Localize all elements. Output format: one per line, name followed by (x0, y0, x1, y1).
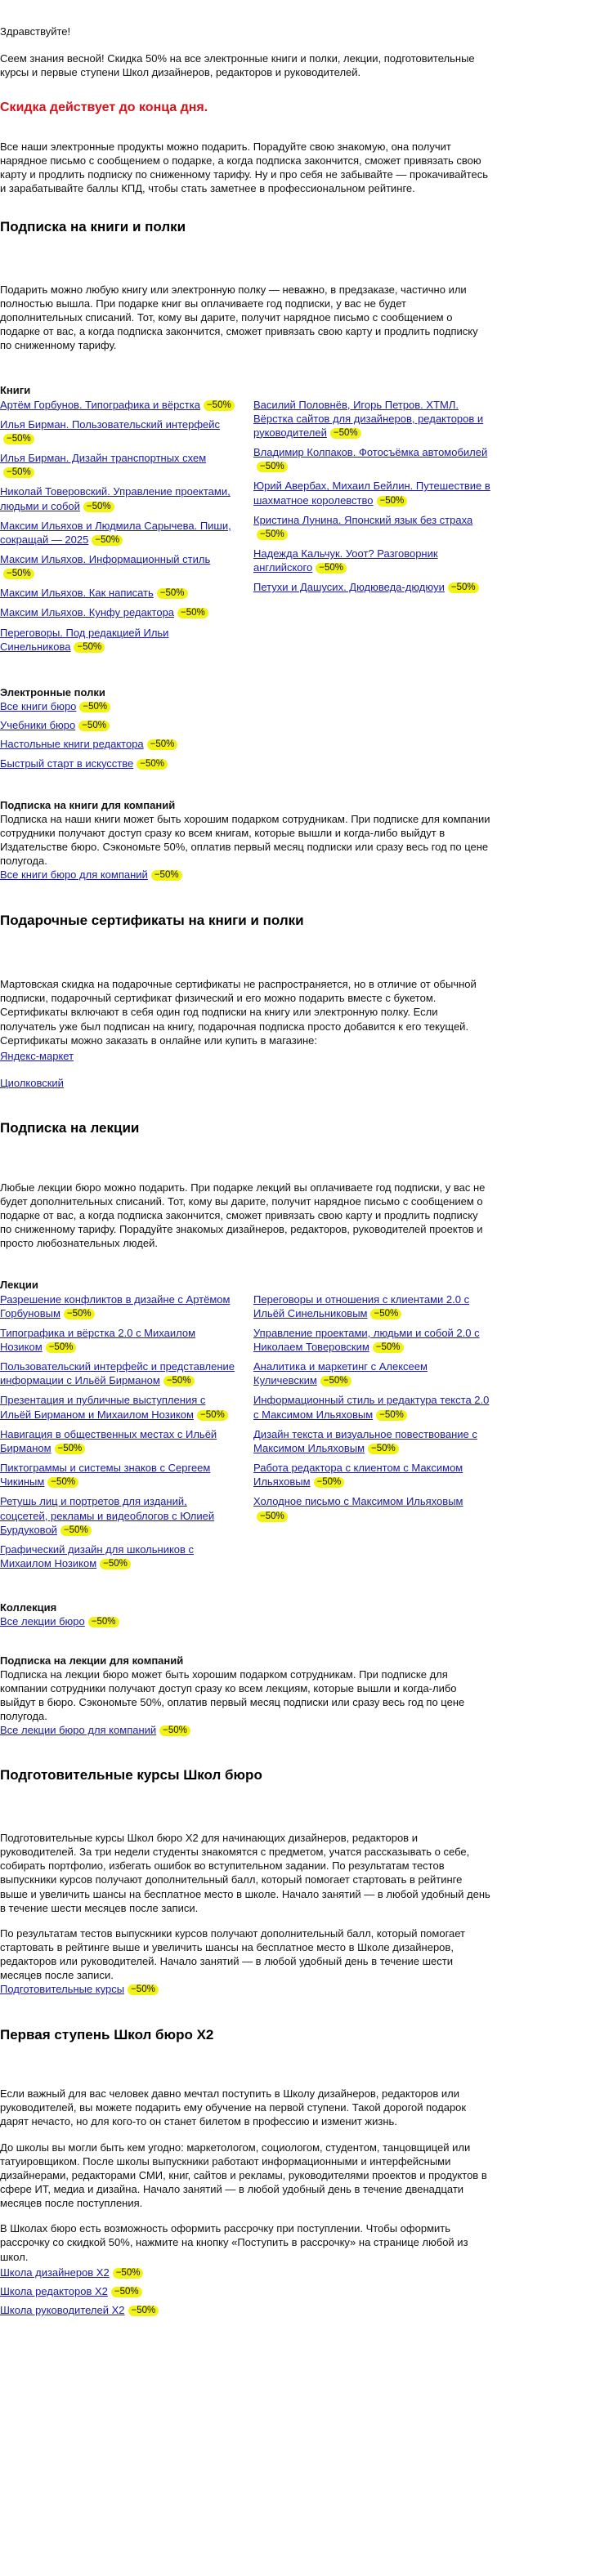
books-list-left (0, 398, 253, 659)
certificates-text: Мартовская скидка на подарочные сертификаты не распространяется, но в отличие от обычной подписки, подарочный сертификат физический и его можно подарить вместе с букетом. Сертификаты включают в себя один год подписки на книгу или электронную полку. Если получатель уже был подписан на книгу, подарочная подписка просто добавится к его текущей. Сертификаты можно заказать в онлайне или купить в магазине: (0, 978, 477, 1047)
book-item (253, 580, 490, 594)
book-item (0, 417, 237, 445)
discount-badge: −50% (3, 434, 34, 444)
discount-badge: −50% (128, 1984, 159, 1995)
schools-list (0, 2266, 490, 2317)
school-item (0, 2266, 490, 2279)
lecture-item (253, 1393, 490, 1421)
book-link[interactable]: Петухи и Дашусих. Дюдюведа-дюдюуи (253, 581, 445, 594)
discount-badge: −50% (257, 1511, 288, 1522)
discount-badge: −50% (46, 1342, 77, 1353)
shelf-item (0, 737, 490, 751)
discount-badge: −50% (147, 739, 178, 750)
book-item (253, 479, 490, 507)
discount-badge: −50% (3, 467, 34, 478)
lecture-link[interactable]: Навигация в общественных местах с Ильёй Бирманом (0, 1427, 217, 1454)
discount-badge: −50% (100, 1559, 131, 1569)
books-list-right (253, 398, 507, 659)
prep-title: Подготовительные курсы Школ бюро (0, 1767, 262, 1784)
discount-badge: −50% (197, 1410, 228, 1421)
book-item (0, 519, 237, 547)
book-link[interactable]: Артём Горбунов. Типографика и вёрстка (0, 398, 200, 411)
greeting: Здравствуйте! (0, 25, 71, 38)
discount-badge: −50% (159, 1726, 190, 1736)
discount-badge: −50% (373, 1342, 404, 1353)
school-item (0, 2284, 490, 2298)
book-link[interactable]: Василий Половнёв, Игорь Петров. ХТМЛ. Вёрстка сайтов для дизайнеров, редакторов и руководителей (253, 398, 484, 439)
shop-item (0, 1049, 490, 1063)
lectures-title: Подписка на лекции (0, 1120, 140, 1136)
books-list-title: Книги (0, 384, 31, 397)
lecture-link[interactable]: Пользовательский интерфейс и представление информации с Ильёй Бирманом (0, 1360, 235, 1387)
discount-badge: −50% (74, 642, 105, 653)
discount-badge: −50% (128, 2306, 159, 2316)
lectures-list-left (0, 1292, 253, 1577)
lecture-link[interactable]: Графический дизайн для школьников с Михаилом Нозиком (0, 1542, 195, 1570)
book-item (253, 547, 490, 574)
shop-item (0, 1076, 490, 1090)
book-link[interactable]: Максим Ильяхов. Как написать (0, 587, 154, 600)
discount-badge: −50% (137, 759, 168, 770)
shop-link[interactable]: Циолковский (0, 1077, 64, 1090)
books-title: Подписка на книги и полки (0, 219, 186, 235)
first-step-text-2: До школы вы могли быть кем угодно: маркетологом, социологом, студентом, танцовщицей или татуировщиком. После школы выпускники работают информационными и интерфейсными дизайнерами, редакторами СМИ, книг, сайтов и рекламы, руководителями проектов и продуктов в сфере ИТ, медиа и дизайна. Начало занятий — в любой удобный день в течение двенадцати месяцев после поступления. (0, 2141, 487, 2210)
first-step-title: Первая ступень Школ бюро Х2 (0, 2026, 214, 2042)
lecture-link[interactable]: Аналитика и маркетинг с Алексеем Куличевским (253, 1360, 428, 1387)
shelf-link[interactable]: Настольные книги редактора (0, 738, 144, 751)
lecture-item (0, 1494, 237, 1536)
discount-badge: −50% (257, 529, 288, 540)
prep-link[interactable]: Подготовительные курсы (0, 1983, 125, 1996)
school-link[interactable]: Школа руководителей Х2 (0, 2304, 125, 2317)
discount-alert: Скидка действует до конца дня. (0, 100, 208, 115)
lecture-item (0, 1359, 237, 1387)
intro-gift-text: Все наши электронные продукты можно подарить. Порадуйте свою знакомую, она получит нарядное письмо с сообщением о подарке, а когда подписка закончится, сможет привязать свою карту и продлить подписку по сниженному тарифу. Ну и про себя не забывайте — прокачивайтесь и зарабатывайте баллы КПД, чтобы стать заметнее в профессиональном рейтинге. (0, 140, 488, 195)
book-item (0, 552, 237, 580)
school-link[interactable]: Школа редакторов Х2 (0, 2284, 108, 2297)
lecture-item (0, 1393, 237, 1421)
prep-text-1: Подготовительные курсы Школ бюро Х2 для начинающих дизайнеров, редакторов и руководителей. За три недели студенты знакомятся с предметом, учатся рассказывать о себе, собирать портфолио, избегать ошибок во вступительном задании. По результатам тестов выпускники курсов получают дополнительный балл, который помогает стартовать в рейтинге выше и увеличить шансы на бесплатное место в школе. Начало занятий — в любой удобный день в течение шести месяцев после записи. (0, 1831, 490, 1914)
collection-item (0, 1614, 490, 1628)
discount-badge: −50% (368, 1444, 399, 1454)
lecture-item (253, 1292, 490, 1320)
book-item (0, 484, 237, 512)
first-step-text-3: В Школах бюро есть возможность оформить рассрочку при поступлении. Чтобы оформить рассрочку со скидкой 50%, нажмите на кнопку «Поступить в рассрочку» на странице любой из школ. (0, 2222, 468, 2263)
discount-badge: −50% (151, 870, 182, 881)
lectures-section (0, 1119, 490, 1737)
lecture-link[interactable]: Управление проектами, людьми и собой 2.0 с Николаем Товеровским (253, 1326, 480, 1354)
discount-badge: −50% (448, 583, 479, 593)
collection-title: Коллекция (0, 1601, 57, 1614)
lecture-link[interactable]: Пиктограммы и системы знаков с Сергеем Чикиным (0, 1462, 211, 1489)
shops-list (0, 1049, 490, 1090)
discount-badge: −50% (314, 1477, 345, 1488)
lectures-company-text: Подписка на лекции бюро может быть хорошим подарком сотрудникам. При подписке для компании сотрудники получают доступ сразу ко всем лекциям, которые вышли и когда-либо выйдут в бюро. Сэкономьте 50%, оплатив первый месяц подписки или сразу весь год по цене полугода. (0, 1667, 465, 1723)
discount-badge: −50% (376, 1410, 407, 1421)
discount-badge: −50% (78, 721, 110, 731)
newsletter-body (0, 25, 490, 2317)
intro-text: Сеем знания весной! Скидка 50% на все электронные книги и полки, лекции, подготовительные курсы и первые ступени Школ дизайнеров, редакторов и руководителей. (0, 52, 475, 79)
lectures-text: Любые лекции бюро можно подарить. При подарке лекций вы оплачиваете год подписки, у вас не будет дополнительных списаний. Тот, кому вы дарите, получит нарядное письмо с сообщением о подарке от вас, а когда подписка закончится, сможет привязать свою карту и продлить подписку по сниженному тарифу. Порадуйте знакомых дизайнеров, редакторов, руководителей проектов и просто любознательных людей. (0, 1181, 486, 1250)
discount-badge: −50% (177, 608, 208, 618)
lectures-company-item (0, 1723, 490, 1737)
book-link[interactable]: Максим Ильяхов. Кунфу редактора (0, 606, 175, 619)
shelf-link[interactable]: Учебники бюро (0, 719, 76, 732)
book-item (0, 605, 237, 619)
discount-badge: −50% (204, 400, 235, 411)
book-link[interactable]: Кристина Лунина. Японский язык без страха (253, 513, 473, 526)
book-link[interactable]: Илья Бирман. Пользовательский интерфейс (0, 417, 221, 431)
book-link[interactable]: Владимир Колпаков. Фотосъёмка автомобилей (253, 446, 488, 459)
shop-link[interactable]: Яндекс-маркет (0, 1049, 74, 1062)
prep-item (0, 1982, 490, 1996)
book-link[interactable]: Юрий Авербах, Михаил Бейлин. Путешествие в шахматное королевство (253, 480, 490, 507)
school-link[interactable]: Школа дизайнеров Х2 (0, 2266, 110, 2279)
lecture-item (253, 1427, 490, 1455)
books-section (0, 218, 490, 882)
book-item (253, 513, 490, 541)
books-company-text: Подписка на наши книги может быть хорошим подарком сотрудникам. При подписке для компании сотрудники получают доступ сразу ко всем книгам, которые вышли и когда-либо выйдут в Издательстве бюро. Сэкономьте 50%, оплатив первый месяц подписки или сразу весь год по цене полугода. (0, 812, 490, 868)
books-company-link[interactable]: Все книги бюро для компаний (0, 868, 148, 882)
discount-badge: −50% (370, 1309, 401, 1319)
discount-badge: −50% (55, 1444, 86, 1454)
lectures-company-link[interactable]: Все лекции бюро для компаний (0, 1724, 157, 1737)
prep-section (0, 1766, 490, 1996)
prep-text-2: По результатам тестов выпускники курсов получают дополнительный балл, который помогает стартовать в рейтинге выше и увеличить шансы на бесплатное место в Школе дизайнеров, редакторов или руководителей. Начало занятий — в любой удобный день в течение шести месяцев после записи. (0, 1926, 466, 1982)
book-item (0, 626, 237, 654)
lectures-list (0, 1292, 507, 1577)
discount-badge: −50% (3, 569, 34, 579)
book-link[interactable]: Максим Ильяхов и Людмила Сарычева. Пиши, сокращай — 2025 (0, 519, 231, 546)
first-step-text-1: Если важный для вас человек давно мечтал поступить в Школу дизайнеров, редакторов или руководителей, вы можете подарить ему обучение на первой ступени. Такой дорогой подарок дарят нечасто, но для кого-то он станет билетом в профессию и изменит жизнь. (0, 2087, 467, 2128)
discount-badge: −50% (83, 502, 114, 512)
discount-badge: −50% (113, 2268, 144, 2279)
shelf-item (0, 718, 490, 732)
lecture-item (253, 1494, 490, 1522)
lecture-item (0, 1292, 237, 1320)
discount-badge: −50% (88, 1617, 119, 1627)
books-list (0, 398, 507, 659)
shelf-link[interactable]: Быстрый старт в искусстве (0, 757, 134, 770)
shelf-link[interactable]: Все книги бюро (0, 700, 77, 713)
books-company-title: Подписка на книги для компаний (0, 798, 176, 811)
lecture-item (0, 1427, 237, 1455)
books-text: Подарить можно любую книгу или электронную полку — неважно, в предзаказе, частично или полностью вышла. При подарке книг вы оплачиваете год подписки, у вас не будет дополнительных списаний. Тот, кому вы дарите, получит нарядное письмо с сообщением о подарке от вас, а когда подписка закончится, сможет привязать свою карту и продлить подписку по сниженному тарифу. (0, 283, 478, 352)
lectures-company-title: Подписка на лекции для компаний (0, 1654, 184, 1667)
lecture-item (253, 1359, 490, 1387)
lecture-item (0, 1461, 237, 1489)
lecture-link[interactable]: Типографика и вёрстка 2.0 с Михаилом Нозиком (0, 1326, 196, 1354)
lecture-link[interactable]: Работа редактора с клиентом с Максимом Ильяховым (253, 1462, 463, 1489)
book-item (253, 398, 490, 440)
shelf-item (0, 757, 490, 770)
books-company-item (0, 868, 490, 882)
discount-badge: −50% (163, 1376, 195, 1386)
lecture-item (253, 1326, 490, 1354)
shelves-title: Электронные полки (0, 685, 105, 699)
lecture-item (0, 1326, 237, 1354)
discount-badge: −50% (79, 702, 110, 712)
book-link[interactable]: Николай Товеровский. Управление проектами, людьми и собой (0, 485, 231, 512)
lecture-item (0, 1542, 237, 1570)
discount-badge: −50% (157, 588, 188, 599)
discount-badge: −50% (92, 535, 123, 546)
lecture-item (253, 1461, 490, 1489)
book-item (253, 445, 490, 473)
discount-badge: −50% (377, 496, 408, 507)
school-item (0, 2303, 490, 2317)
lecture-link[interactable]: Дизайн текста и визуальное повествование с Максимом Ильяховым (253, 1427, 477, 1454)
lecture-link[interactable]: Переговоры и отношения с клиентами 2.0 с Ильёй Синельниковым (253, 1292, 470, 1319)
discount-badge: −50% (60, 1525, 92, 1536)
discount-badge: −50% (47, 1477, 78, 1488)
discount-badge: −50% (330, 428, 361, 439)
lecture-link[interactable]: Информационный стиль и редактура текста 2.0 с Максимом Ильяховым (253, 1394, 490, 1421)
lectures-list-title: Лекции (0, 1279, 38, 1292)
book-item (0, 586, 237, 600)
discount-badge: −50% (320, 1376, 351, 1386)
book-item (0, 451, 237, 479)
discount-badge: −50% (64, 1309, 95, 1319)
lectures-list-right (253, 1292, 507, 1577)
lecture-link[interactable]: Разрешение конфликтов в дизайне с Артёмом Горбуновым (0, 1292, 231, 1319)
lecture-link[interactable]: Холодное письмо с Максимом Ильяховым (253, 1495, 463, 1508)
certificates-title: Подарочные сертификаты на книги и полки (0, 912, 304, 928)
collection-link[interactable]: Все лекции бюро (0, 1615, 85, 1628)
book-item (0, 398, 237, 412)
discount-badge: −50% (316, 563, 347, 574)
book-link[interactable]: Максим Ильяхов. Информационный стиль (0, 552, 211, 565)
discount-badge: −50% (111, 2287, 142, 2297)
lecture-link[interactable]: Ретушь лиц и портретов для изданий, соцсетей, рекламы и видеоблогов с Юлией Бурдуковой (0, 1495, 215, 1536)
lecture-link[interactable]: Презентация и публичные выступления с Ильёй Бирманом и Михаилом Нозиком (0, 1394, 206, 1421)
first-step-section (0, 2026, 490, 2318)
book-link[interactable]: Переговоры. Под редакцией Ильи Синельникова (0, 626, 169, 653)
discount-badge: −50% (257, 462, 288, 472)
certificates-section (0, 912, 490, 1091)
book-link[interactable]: Илья Бирман. Дизайн транспортных схем (0, 452, 207, 465)
shelf-item (0, 699, 490, 713)
shelves-list (0, 699, 490, 770)
book-link[interactable]: Надежда Кальчук. Уоот? Разговорник английского (253, 547, 438, 574)
